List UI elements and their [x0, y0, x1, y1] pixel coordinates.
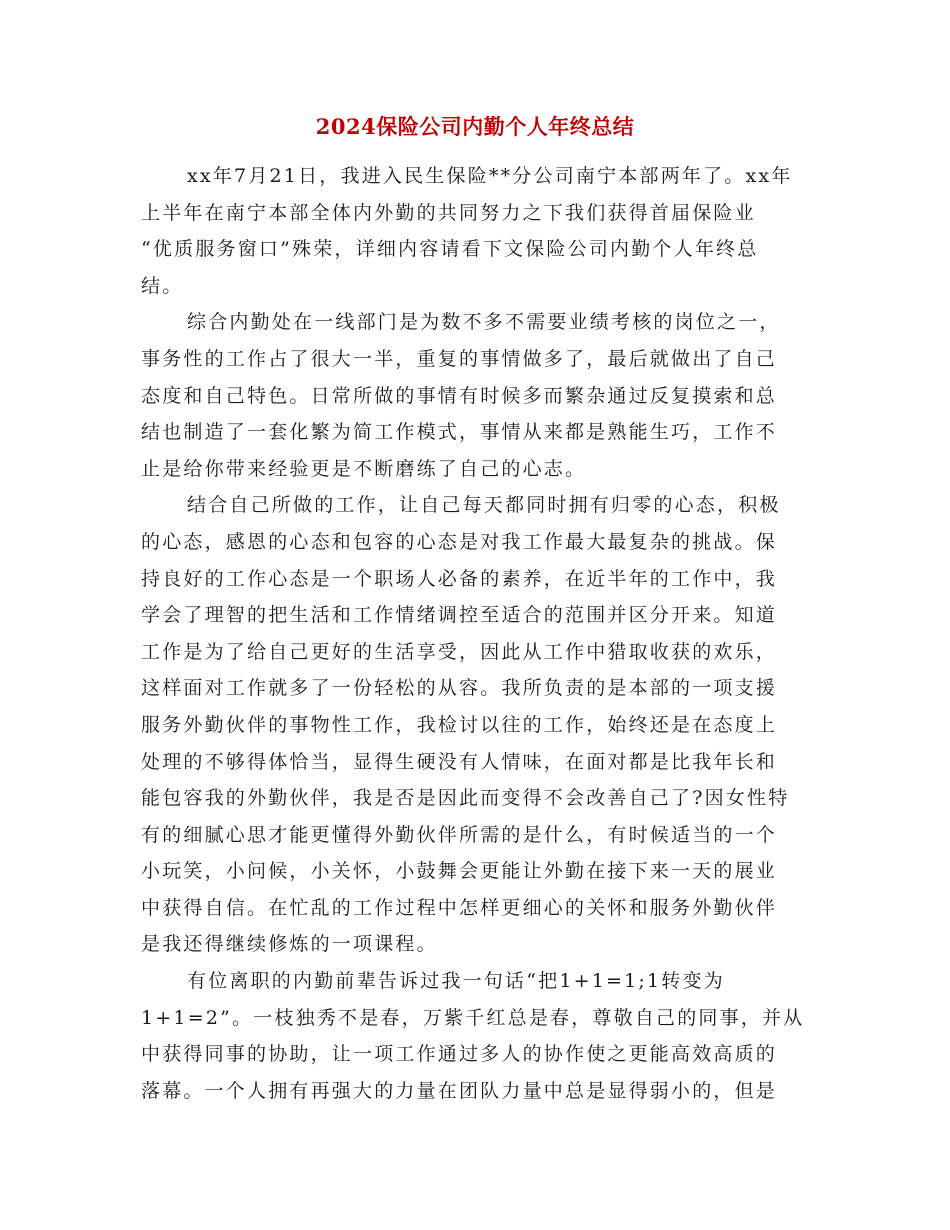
paragraph-line: 这样面对工作就多了一份轻松的从容。我所负责的是本部的一项支援 — [141, 677, 778, 700]
paragraph-line: 结。 — [141, 274, 184, 297]
paragraph-line: 处理的不够得体恰当，显得生硬没有人情味，在面对都是比我年长和 — [141, 750, 778, 773]
paragraph-line: 是我还得继续修炼的一项课程。 — [141, 933, 438, 956]
paragraph-line: 结合自己所做的工作，让自己每天都同时拥有归零的心态，积极 — [187, 494, 781, 517]
paragraph-line: 学会了理智的把生活和工作情绪调控至适合的范围并区分开来。知道 — [141, 604, 778, 627]
paragraph-line: 有的细腻心思才能更懂得外勤伙伴所需的是什么，有时候适当的一个 — [141, 823, 778, 846]
paragraph-line: 上半年在南宁本部全体内外勤的共同努力之下我们获得首届保险业 — [141, 201, 756, 224]
document-title: 2024保险公司内勤个人年终总结 — [315, 114, 635, 139]
paragraph-line: 持良好的工作心态是一个职场人必备的素养，在近半年的工作中，我 — [141, 567, 778, 590]
paragraph-line: 结也制造了一套化繁为简工作模式，事情从来都是熟能生巧，工作不 — [141, 421, 778, 444]
document-body — [141, 158, 816, 1109]
paragraph-line: “优质服务窗口”殊荣，详细内容请看下文保险公司内勤个人年终总 — [141, 238, 759, 261]
paragraph-line: 小玩笑，小问候，小关怀，小鼓舞会更能让外勤在接下来一天的展业 — [141, 860, 778, 883]
paragraph-line: 综合内勤处在一线部门是为数不多不需要业绩考核的岗位之一， — [187, 311, 781, 334]
paragraph-line: 态度和自己特色。日常所做的事情有时候多而繁杂通过反复摸索和总 — [141, 384, 778, 407]
paragraph-line: 的心态，感恩的心态和包容的心态是对我工作最大最复杂的挑战。保 — [141, 530, 778, 553]
paragraph-line: 事务性的工作占了很大一半，重复的事情做多了，最后就做出了自己 — [141, 347, 778, 370]
paragraph-line: 服务外勤伙伴的事物性工作，我检讨以往的工作，始终还是在态度上 — [141, 713, 778, 736]
paragraph-2 — [141, 304, 816, 487]
paragraph-line: 有位离职的内勤前辈告诉过我一句话“把1+1=1;1转变为 — [187, 970, 725, 993]
paragraph-line: 工作是为了给自己更好的生活享受，因此从工作中猎取收获的欢乐， — [141, 640, 778, 663]
paragraph-1 — [141, 158, 816, 304]
paragraph-line: 落幕。一个人拥有再强大的力量在团队力量中总是显得弱小的，但是 — [141, 1079, 778, 1102]
paragraph-line: 中获得同事的协助，让一项工作通过多人的协作使之更能高效高质的 — [141, 1043, 778, 1066]
paragraph-line: 1+1=2”。一枝独秀不是春，万紫千红总是春，尊敬自己的同事，并从 — [141, 1006, 805, 1029]
paragraph-3 — [141, 487, 816, 963]
paragraph-line: 中获得自信。在忙乱的工作过程中怎样更细心的关怀和服务外勤伙伴 — [141, 896, 778, 919]
paragraph-line: 能包容我的外勤伙伴，我是否是因此而变得不会改善自己了?因女性特 — [141, 787, 790, 810]
paragraph-line: xx年7月21日，我进入民生保险**分公司南宁本部两年了。xx年 — [187, 165, 793, 187]
paragraph-4 — [141, 963, 816, 1109]
paragraph-line: 止是给你带来经验更是不断磨练了自己的心志。 — [141, 457, 587, 480]
